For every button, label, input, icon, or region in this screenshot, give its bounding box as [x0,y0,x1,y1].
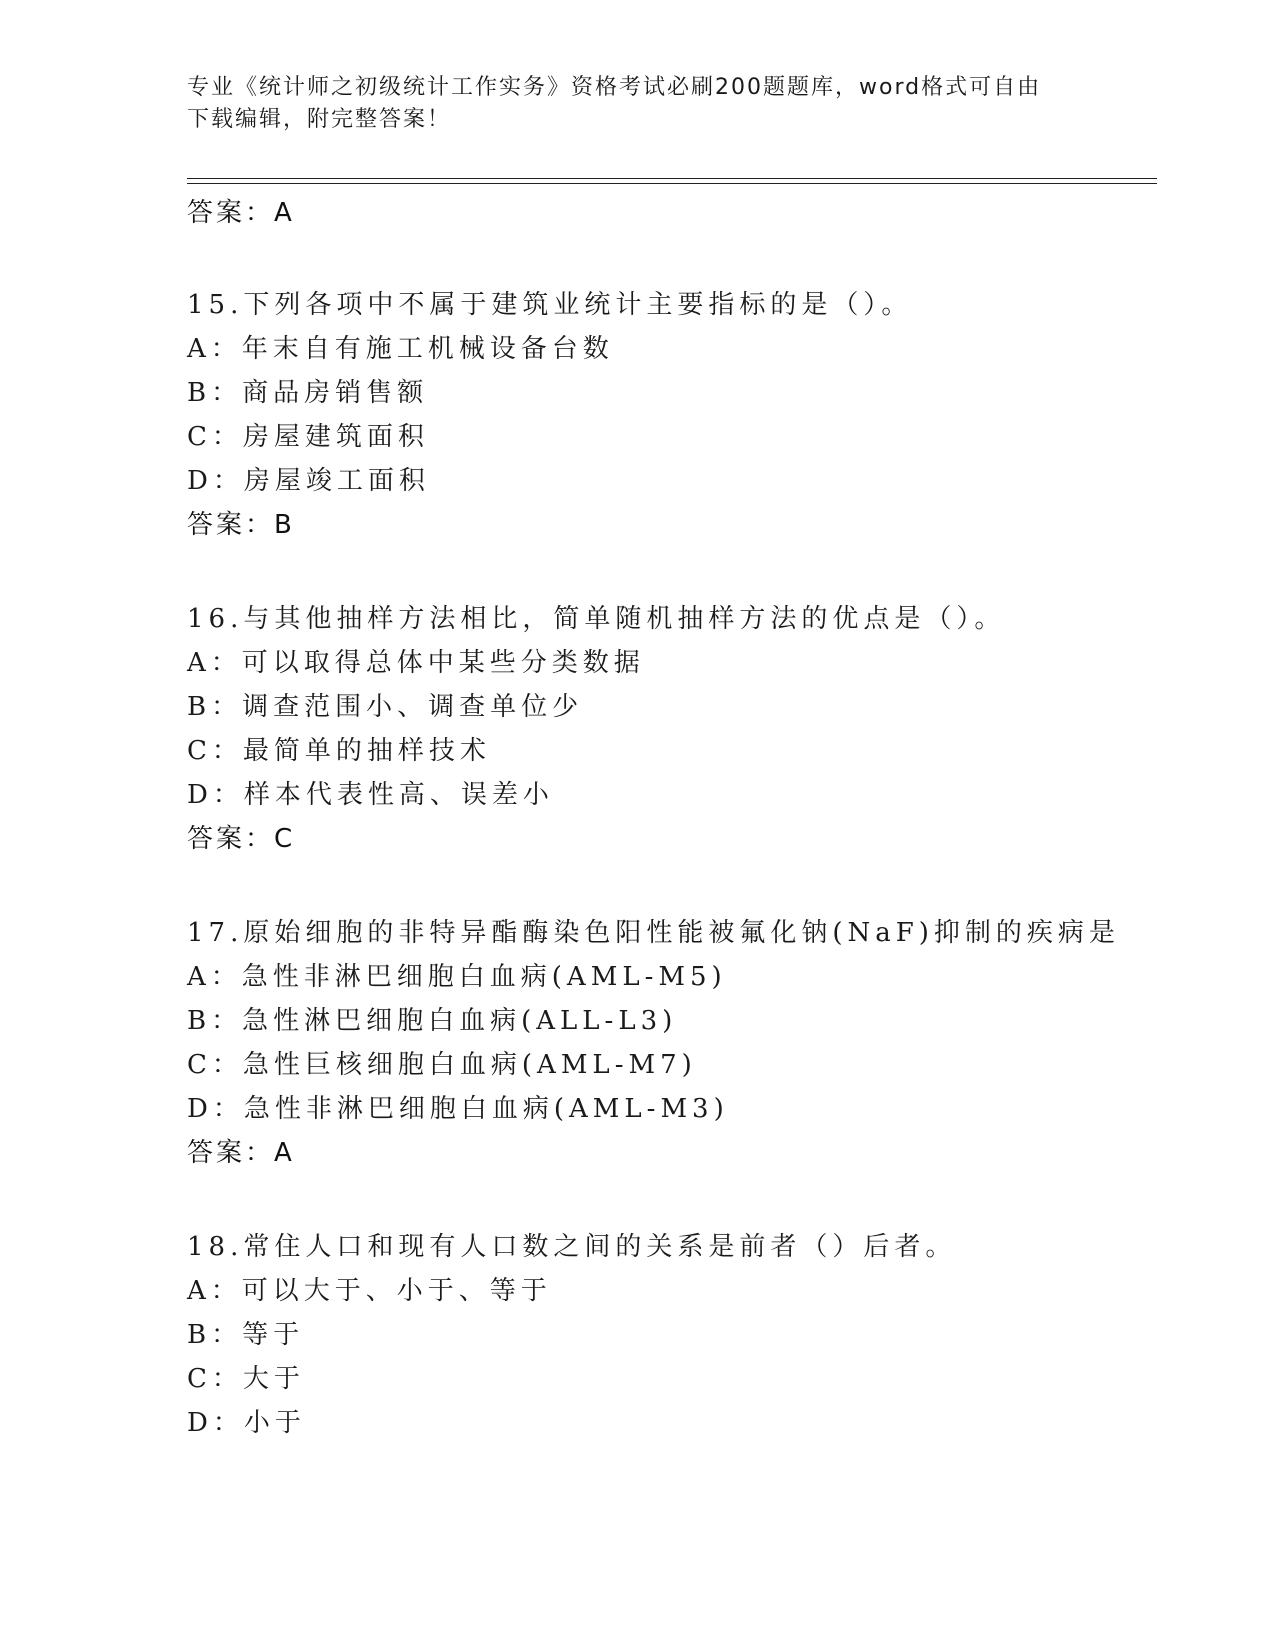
question-17-option-b: B：急性淋巴细胞白血病(ALL-L3) [187,1006,678,1036]
answer-15: 答案：B [187,510,295,540]
question-15-option-c: C：房屋建筑面积 [187,422,429,452]
question-18-stem: 18.常住人口和现有人口数之间的关系是前者（）后者。 [187,1232,957,1262]
header-rule-bottom [187,183,1157,184]
answer-17: 答案：A [187,1138,295,1168]
question-17-option-a: A：急性非淋巴细胞白血病(AML-M5) [187,962,727,992]
document-header [187,72,1087,136]
question-17-option-d: D：急性非淋巴细胞白血病(AML-M3) [187,1094,729,1124]
answer-14: 答案：A [187,198,295,228]
question-18-option-a: A：可以大于、小于、等于 [187,1276,552,1306]
question-18-option-c: C：大于 [187,1364,305,1394]
question-16-option-c: C：最简单的抽样技术 [187,736,491,766]
header-line-2: 下载编辑，附完整答案！ [187,107,452,132]
question-15-option-a: A：年末自有施工机械设备台数 [187,334,614,364]
question-15-option-b: B：商品房销售额 [187,378,429,408]
question-16-option-a: A：可以取得总体中某些分类数据 [187,648,645,678]
question-17-option-c: C：急性巨核细胞白血病(AML-M7) [187,1050,697,1080]
question-15-option-d: D：房屋竣工面积 [187,466,430,496]
question-17-stem: 17.原始细胞的非特异酯酶染色阳性能被氟化钠(NaF)抑制的疾病是 [187,918,1120,948]
question-18-option-d: D：小于 [187,1408,306,1438]
answer-16: 答案：C [187,824,296,854]
question-18-option-b: B：等于 [187,1320,305,1350]
question-16-option-d: D：样本代表性高、误差小 [187,780,554,810]
question-15-stem: 15.下列各项中不属于建筑业统计主要指标的是（）。 [187,290,913,320]
header-line-1: 专业《统计师之初级统计工作实务》资格考试必刷200题题库，word格式可自由 [187,75,1042,100]
question-16-stem: 16.与其他抽样方法相比，简单随机抽样方法的优点是（）。 [187,604,1006,634]
question-16-option-b: B：调查范围小、调查单位少 [187,692,584,722]
header-rule-top [187,178,1157,179]
